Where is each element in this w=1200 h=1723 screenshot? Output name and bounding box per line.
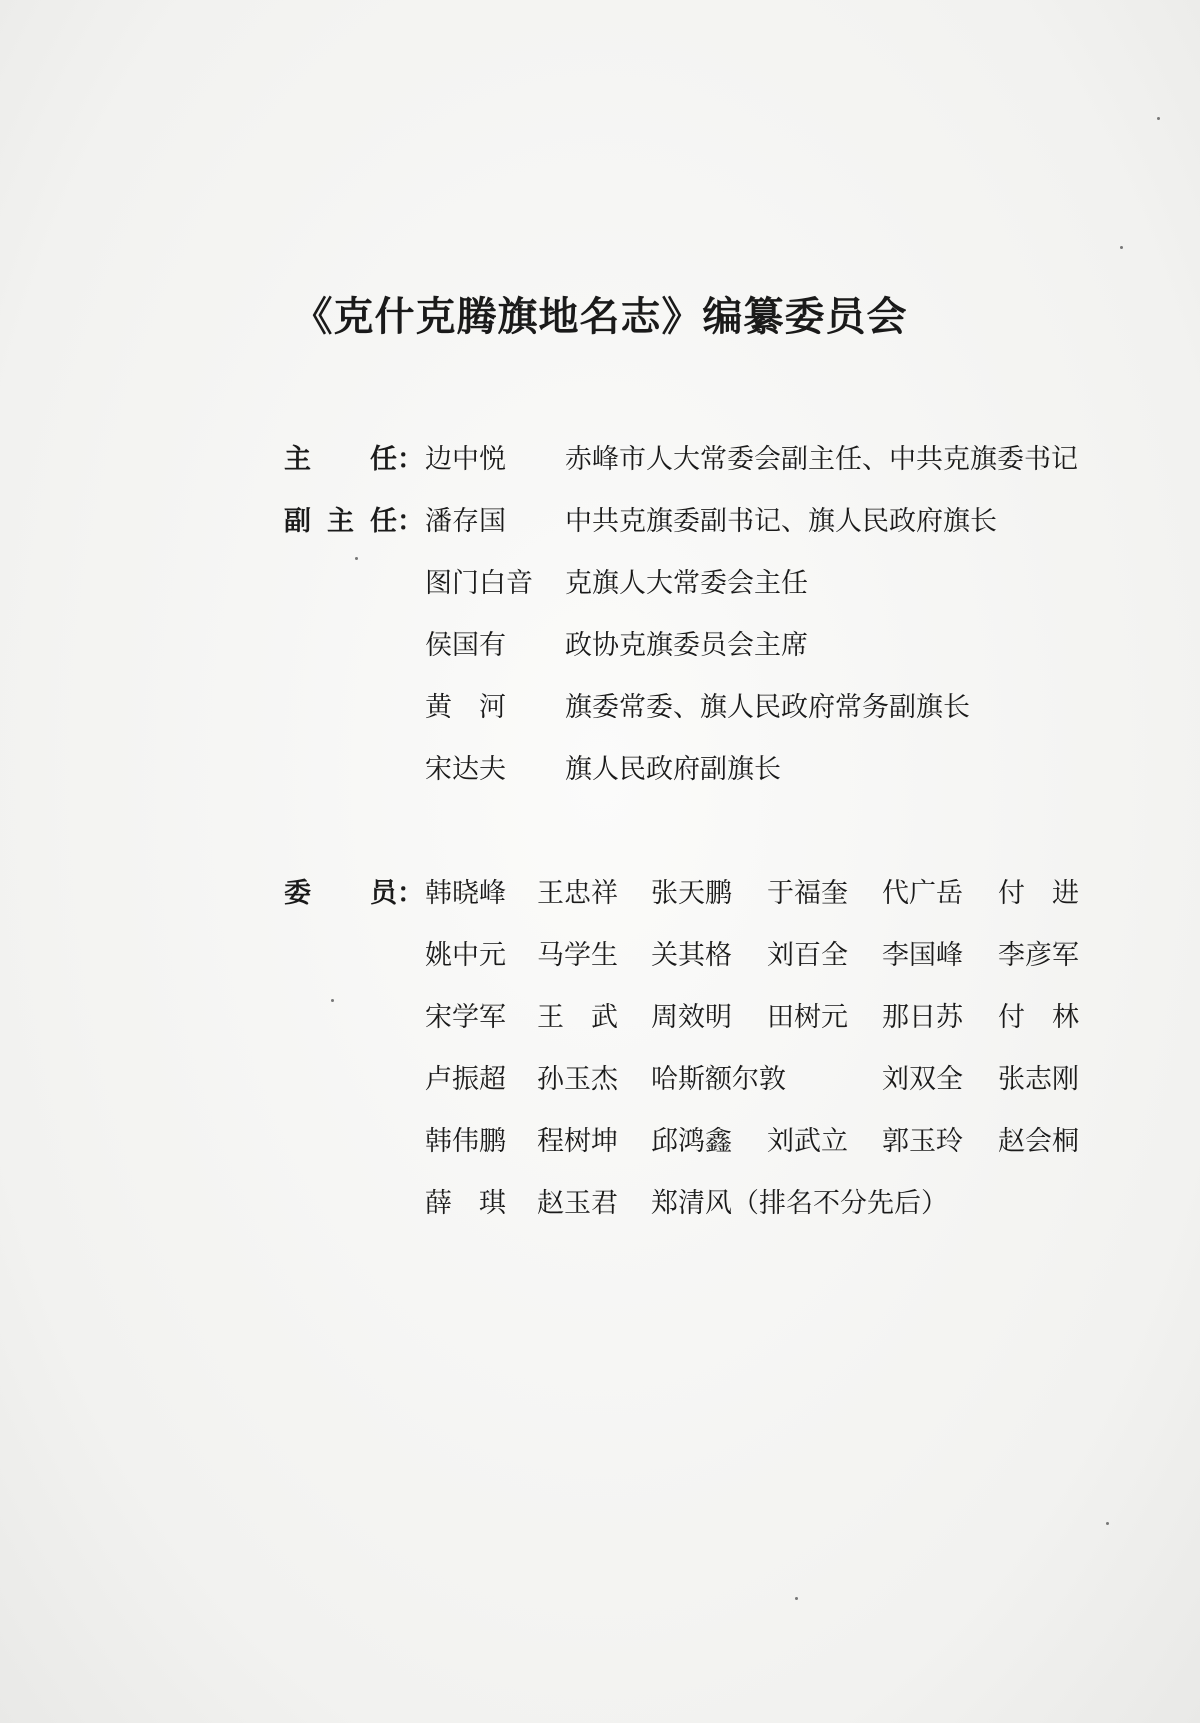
deputy-name: 宋达夫 (425, 754, 506, 785)
member-name: 赵会桐 (998, 1126, 1079, 1157)
member-name: 王 武 (537, 1002, 618, 1033)
scan-speck (795, 1597, 798, 1600)
member-name: 代广岳 (882, 878, 963, 909)
member-name-with-note: 郑清风（排名不分先后） (651, 1188, 948, 1219)
deputy-name: 黄 河 (425, 692, 506, 723)
member-name: 薛 琪 (425, 1188, 506, 1219)
member-name: 韩伟鹏 (425, 1126, 506, 1157)
deputy-name: 图门白音 (425, 568, 533, 599)
member-name: 李彦军 (998, 940, 1079, 971)
scan-speck (355, 557, 358, 560)
member-name: 孙玉杰 (537, 1064, 618, 1095)
deputy-label-a: 副 (284, 506, 311, 537)
deputy-name: 潘存国 (425, 506, 506, 537)
deputy-position: 中共克旗委副书记、旗人民政府旗长 (565, 506, 997, 537)
member-name: 宋学军 (425, 1002, 506, 1033)
member-name: 邱鸿鑫 (651, 1126, 732, 1157)
scan-speck (1157, 117, 1160, 120)
scan-speck (1106, 1522, 1109, 1525)
member-name: 关其格 (651, 940, 732, 971)
director-label-b: 任： (370, 444, 424, 475)
member-name: 田树元 (767, 1002, 848, 1033)
deputy-name: 侯国有 (425, 630, 506, 661)
deputy-position: 旗委常委、旗人民政府常务副旗长 (565, 692, 970, 723)
page-title: 《克什克腾旗地名志》编纂委员会 (292, 293, 908, 340)
member-name: 韩晓峰 (425, 878, 506, 909)
member-name: 刘武立 (767, 1126, 848, 1157)
deputy-label-c: 任： (370, 506, 424, 537)
member-name: 周效明 (651, 1002, 732, 1033)
director-label-a: 主 (284, 444, 311, 475)
scan-speck (1120, 246, 1123, 249)
scan-speck (331, 999, 334, 1002)
member-name: 赵玉君 (537, 1188, 618, 1219)
member-name: 卢振超 (425, 1064, 506, 1095)
member-name: 张天鹏 (651, 878, 732, 909)
member-name: 郭玉玲 (882, 1126, 963, 1157)
deputy-label-b: 主 (327, 506, 354, 537)
member-name: 哈斯额尔敦 (651, 1064, 786, 1095)
member-name: 马学生 (537, 940, 618, 971)
director-name: 边中悦 (425, 444, 506, 475)
deputy-position: 旗人民政府副旗长 (565, 754, 781, 785)
member-name: 李国峰 (882, 940, 963, 971)
member-name: 刘双全 (882, 1064, 963, 1095)
committee-label-b: 员： (370, 878, 424, 909)
member-name: 刘百全 (767, 940, 848, 971)
deputy-position: 政协克旗委员会主席 (565, 630, 808, 661)
deputy-position: 克旗人大常委会主任 (565, 568, 808, 599)
member-name: 付 林 (998, 1002, 1079, 1033)
member-name: 于福奎 (767, 878, 848, 909)
director-position: 赤峰市人大常委会副主任、中共克旗委书记 (565, 444, 1078, 475)
member-name: 张志刚 (998, 1064, 1079, 1095)
member-name: 王忠祥 (537, 878, 618, 909)
member-name: 付 进 (998, 878, 1079, 909)
committee-label-a: 委 (284, 878, 311, 909)
member-name: 姚中元 (425, 940, 506, 971)
member-name: 那日苏 (882, 1002, 963, 1033)
member-name: 程树坤 (537, 1126, 618, 1157)
